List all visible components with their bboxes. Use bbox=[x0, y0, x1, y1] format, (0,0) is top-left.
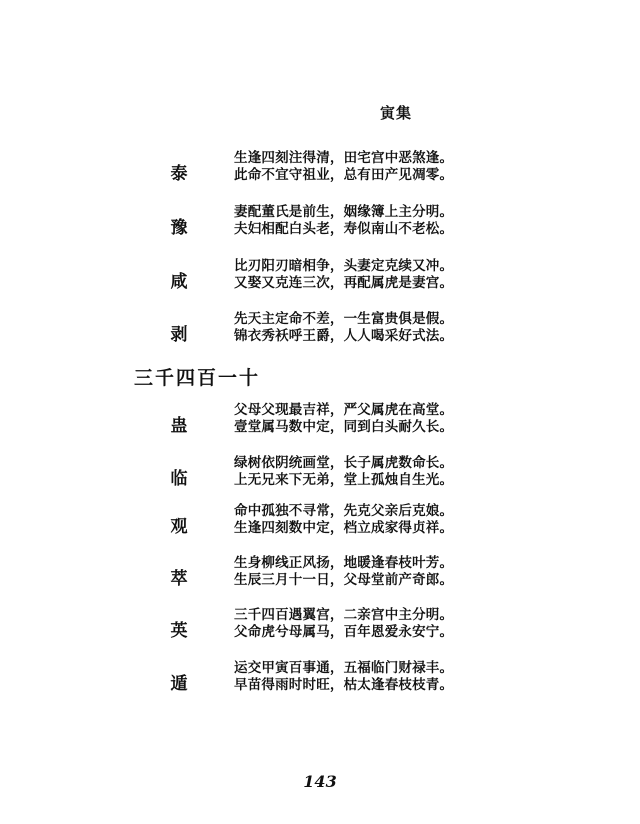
verse-line: 夫妇相配白头老，寿似南山不老松。 bbox=[234, 221, 454, 237]
verse-line: 生辰三月十一日，父母堂前产奇郎。 bbox=[234, 572, 454, 588]
verse-entry bbox=[0, 503, 640, 549]
verse-line: 壹堂属马数中定，同到白头耐久长。 bbox=[234, 419, 454, 435]
verse-text bbox=[234, 150, 453, 184]
verse-line: 命中孤独不寻常，先克父亲后克娘。 bbox=[234, 503, 454, 519]
verse-text bbox=[234, 258, 453, 292]
hexagram-name: 萃 bbox=[170, 569, 188, 589]
verse-line: 父母父现最吉祥，严父属虎在高堂。 bbox=[234, 402, 454, 418]
verse-entry bbox=[0, 204, 640, 250]
verse-entry bbox=[0, 311, 640, 357]
verse-entry bbox=[0, 455, 640, 501]
verse-text bbox=[234, 455, 453, 489]
verse-text bbox=[234, 607, 453, 641]
hexagram-name: 观 bbox=[170, 517, 188, 537]
verse-text bbox=[234, 660, 453, 694]
verse-text bbox=[234, 503, 453, 537]
verse-text bbox=[234, 204, 453, 238]
verse-text bbox=[234, 402, 453, 436]
hexagram-name: 豫 bbox=[170, 218, 188, 238]
verse-entry bbox=[0, 402, 640, 448]
verse-line: 生逢四刻数中定，档立成家得贞祥。 bbox=[234, 520, 454, 536]
verse-line: 父命虎兮母属马，百年恩爱永安宁。 bbox=[234, 624, 454, 640]
verse-entry bbox=[0, 660, 640, 706]
verse-line: 上无兄来下无弟，堂上孤烛自生光。 bbox=[234, 472, 454, 488]
verse-line: 三千四百遇翼宫，二亲宫中主分明。 bbox=[234, 607, 454, 623]
hexagram-name: 剥 bbox=[170, 325, 188, 345]
verse-line: 绿树依阴统画堂，长子属虎数命长。 bbox=[234, 455, 454, 471]
hexagram-name: 遁 bbox=[170, 674, 188, 694]
hexagram-name: 蛊 bbox=[170, 416, 188, 436]
page-number: 143 bbox=[303, 772, 337, 791]
hexagram-name: 咸 bbox=[170, 272, 188, 292]
hexagram-name: 英 bbox=[170, 621, 188, 641]
verse-line: 先天主定命不差，一生富贵俱是假。 bbox=[234, 311, 454, 327]
verse-text bbox=[234, 555, 453, 589]
verse-line: 妻配董氏是前生，姻缘簿上主分明。 bbox=[234, 204, 454, 220]
verse-line: 运交甲寅百事通，五福临门财禄丰。 bbox=[234, 660, 454, 676]
hexagram-name: 泰 bbox=[170, 164, 188, 184]
verse-entry bbox=[0, 150, 640, 196]
verse-text bbox=[234, 311, 453, 345]
hexagram-name: 临 bbox=[170, 469, 188, 489]
section-title: 三千四百一十 bbox=[134, 367, 261, 389]
verse-line: 生身柳线正风扬，地暖逢春枝叶芳。 bbox=[234, 555, 454, 571]
running-header: 寅集 bbox=[380, 104, 413, 122]
verse-entry bbox=[0, 258, 640, 304]
verse-line: 早苗得雨时时旺，枯太逢春枝枝青。 bbox=[234, 677, 454, 693]
verse-line: 锦衣秀袄呼王爵，人人喝采好式法。 bbox=[234, 328, 454, 344]
verse-line: 生逢四刻注得清，田宅宫中恶煞逢。 bbox=[234, 150, 454, 166]
verse-entry bbox=[0, 607, 640, 653]
verse-line: 比刃阳刃暗相争，头妻定克续又冲。 bbox=[234, 258, 454, 274]
verse-line: 又娶又克连三次，再配属虎是妻宫。 bbox=[234, 275, 454, 291]
verse-line: 此命不宜守祖业，总有田产见凋零。 bbox=[234, 167, 454, 183]
verse-entry bbox=[0, 555, 640, 601]
